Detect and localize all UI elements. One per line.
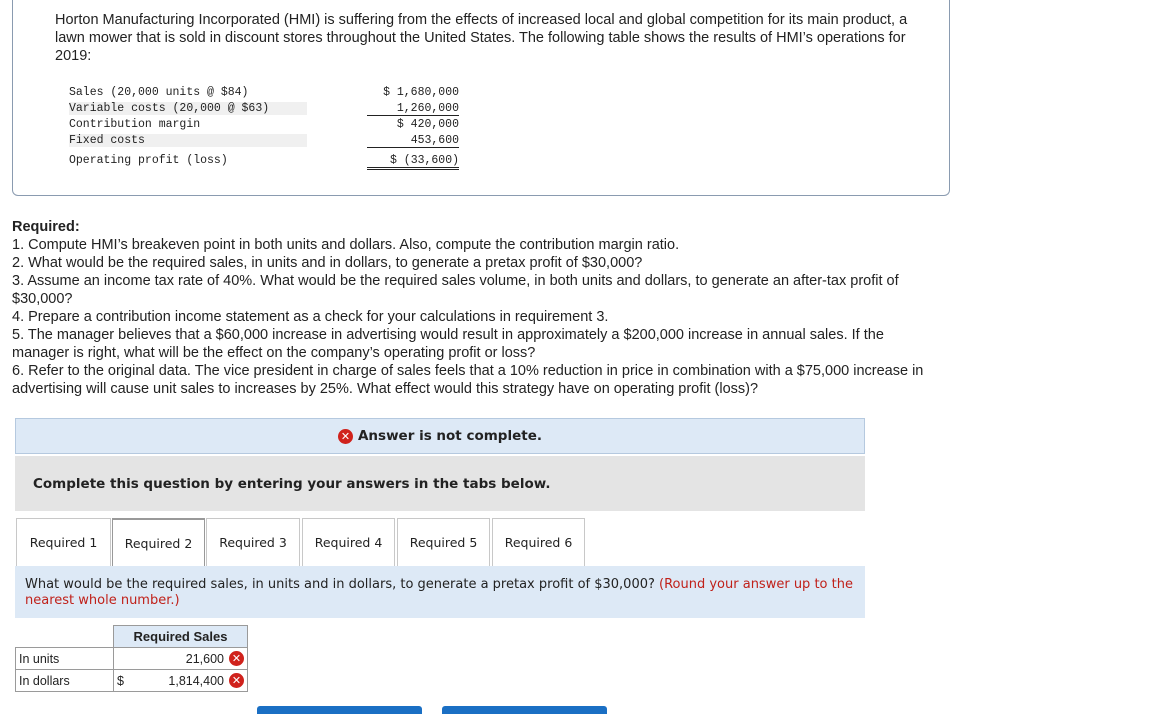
tab-required-3[interactable]: Required 3	[206, 518, 300, 566]
tab-required-2[interactable]: Required 2	[112, 518, 205, 566]
instruction-bar	[15, 456, 865, 511]
question-panel	[15, 566, 865, 618]
answer-cell-dollars[interactable]	[136, 670, 248, 692]
answer-table	[15, 625, 248, 692]
answer-table-corner	[16, 626, 114, 648]
requirement-item: 3. Assume an income tax rate of 40%. What would be the required sales volume, in both units and dollars, to generate an after-tax profit of $30,000?	[12, 273, 899, 307]
x-circle-icon: ✕	[338, 429, 353, 444]
tab-required-6[interactable]: Required 6	[492, 518, 585, 566]
financial-amount: 1,260,000	[367, 102, 459, 116]
financial-row-sales	[69, 86, 469, 102]
financial-table	[69, 86, 469, 170]
tab-required-5[interactable]: Required 5	[397, 518, 490, 566]
financial-label: Variable costs (20,000 @ $63)	[69, 102, 307, 115]
requirement-item: 4. Prepare a contribution income statement as a check for your calculations in requirement 3.	[12, 309, 609, 325]
tab-required-4[interactable]: Required 4	[302, 518, 395, 566]
requirement-item: 5. The manager believes that a $60,000 increase in advertising would result in approximately a $200,000 increase in annual sales. If the manager is right, what will be the effect on the company’s operating profit or loss?	[12, 327, 884, 361]
answer-value[interactable]: 1,814,400	[168, 673, 224, 688]
answer-row-dollars	[16, 670, 248, 692]
requirement-item: 6. Refer to the original data. The vice president in charge of sales feels that a 10% reduction in price in combination with a $75,000 increase in advertising will cause unit sales to increases by 25%. What effect would this strategy have on operating profit (loss)?	[12, 363, 924, 397]
answer-table-header: Required Sales	[114, 626, 248, 648]
financial-row-operating-profit	[69, 154, 469, 170]
financial-label: Fixed costs	[69, 134, 307, 147]
financial-amount: $ 420,000	[396, 118, 459, 131]
financial-label: Contribution margin	[69, 118, 201, 131]
answer-cell-units[interactable]	[114, 648, 248, 670]
financial-label: Sales (20,000 units @ $84)	[69, 86, 249, 99]
tab-required-1[interactable]: Required 1	[16, 518, 111, 566]
question-hint: (Round your answer up to the nearest whole number.)	[25, 577, 853, 608]
instruction-text: Complete this question by entering your answers in the tabs below.	[33, 475, 551, 492]
next-button[interactable]	[442, 706, 607, 714]
requirements-title: Required:	[12, 219, 80, 235]
requirement-item: 1. Compute HMI’s breakeven point in both units and dollars. Also, compute the contribution margin ratio.	[12, 237, 680, 253]
financial-amount: 453,600	[367, 134, 459, 148]
incorrect-icon: ✕	[229, 673, 244, 688]
financial-amount: $ 1,680,000	[383, 86, 459, 99]
financial-label: Operating profit (loss)	[69, 154, 228, 167]
requirement-item: 2. What would be the required sales, in units and in dollars, to generate a pretax profit of $30,000?	[12, 255, 643, 271]
answer-row-label: In units	[16, 648, 114, 670]
answer-row-label: In dollars	[16, 670, 114, 692]
financial-row-fixed-costs	[69, 134, 469, 150]
problem-intro: Horton Manufacturing Incorporated (HMI) is suffering from the effects of increased local and global competition for its main product, a lawn mower that is sold in discount stores throughout the United States. The following table shows the results of HMI’s operations for 2019:	[55, 12, 908, 64]
financial-amount: $ (33,600)	[367, 154, 459, 170]
financial-row-variable-costs	[69, 102, 469, 118]
requirements-section	[12, 218, 942, 398]
prev-button[interactable]	[257, 706, 422, 714]
financial-row-contribution-margin	[69, 118, 469, 134]
question-text: What would be the required sales, in units and in dollars, to generate a pretax profit of $30,000?	[25, 577, 655, 592]
currency-prefix: $	[114, 670, 136, 692]
answer-status-bar	[15, 418, 865, 454]
incorrect-icon: ✕	[229, 651, 244, 666]
answer-row-units	[16, 648, 248, 670]
answer-value[interactable]: 21,600	[185, 651, 224, 666]
answer-status-text: Answer is not complete.	[357, 428, 542, 444]
